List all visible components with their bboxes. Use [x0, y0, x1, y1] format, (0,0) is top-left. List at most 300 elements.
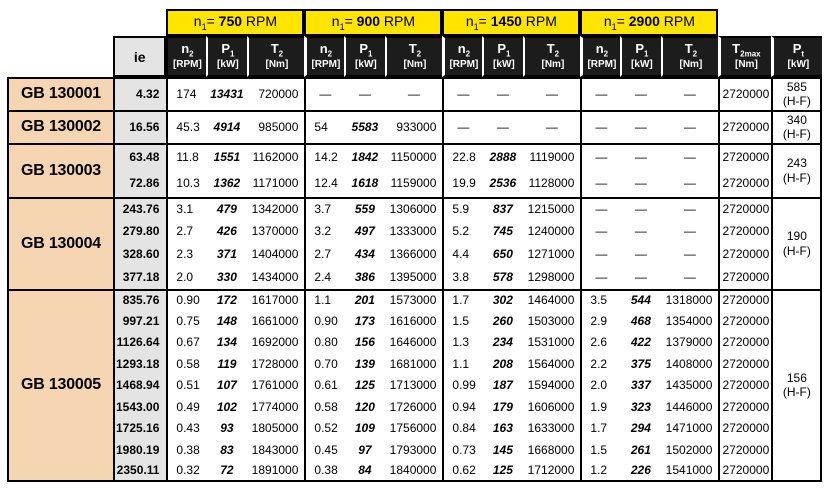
- p1-cell: 337: [630, 378, 651, 393]
- p1-cell: 650: [492, 247, 513, 262]
- t2max-cell: 2720000: [718, 353, 771, 375]
- t2-cell: 1354000: [665, 313, 713, 328]
- n2-cell: 0.45: [304, 439, 344, 461]
- t2-cell: 1531000: [527, 335, 575, 350]
- t2-cell: 1668000: [527, 442, 575, 457]
- t2max-cell: 2720000: [718, 143, 771, 170]
- t2-cell: 1408000: [665, 356, 713, 371]
- p1-cell: 1618: [351, 176, 379, 191]
- pt-cell: [771, 289, 822, 483]
- t2-cell: 1891000: [247, 461, 304, 483]
- p1-header-cell: $P_1$ [kW]: [482, 36, 523, 77]
- n2-cell: 1.5: [442, 310, 482, 332]
- pt-cell: [771, 143, 822, 197]
- p1-cell: —: [620, 143, 661, 170]
- t2-cell: 1713000: [389, 378, 437, 393]
- n2-cell: 0.62: [442, 461, 482, 483]
- model-cell: GB 130002: [7, 110, 113, 143]
- n2-cell: 0.73: [442, 439, 482, 461]
- p1-cell: 386: [354, 270, 375, 285]
- n2-cell: 2.0: [166, 266, 206, 289]
- p1-cell: 1842: [344, 143, 385, 170]
- t2-cell: 1726000: [389, 399, 437, 414]
- n2-cell: 2.3: [166, 243, 206, 266]
- t2-cell: 1306000: [385, 197, 442, 220]
- model-cell: GB 130004: [7, 197, 113, 289]
- t2-cell: —: [523, 110, 580, 143]
- gearbox-ratings-table: [7, 9, 822, 482]
- model-header-spacer: [7, 36, 113, 77]
- t2-cell: 1594000: [527, 378, 575, 393]
- p1-cell: —: [620, 77, 661, 110]
- t2-cell: 1541000: [661, 461, 718, 483]
- n2-cell: 0.90: [166, 289, 206, 311]
- t2-cell: 1298000: [527, 270, 575, 285]
- n2-cell: 14.2: [304, 143, 344, 170]
- p1-cell: 578: [492, 270, 513, 285]
- n2-header-cell: $n_2$ [RPM]: [442, 36, 482, 77]
- p1-cell: 83: [220, 442, 234, 457]
- n2-header-cell: $n_2$ [RPM]: [304, 36, 344, 77]
- rpm-header-900: [304, 9, 442, 36]
- t2-cell: 1774000: [251, 399, 299, 414]
- p1-cell: 234: [492, 335, 513, 350]
- n2-cell: 3.2: [304, 220, 344, 243]
- n2-cell: 5.2: [442, 220, 482, 243]
- t2-cell: —: [661, 77, 718, 110]
- n2-cell: 0.84: [442, 418, 482, 440]
- p1-cell: 179: [492, 399, 513, 414]
- n2-cell: —: [304, 77, 344, 110]
- table-row: [7, 396, 822, 418]
- t2-cell: 720000: [247, 77, 304, 110]
- p1-cell: 201: [344, 289, 385, 311]
- n2-cell: 0.58: [304, 396, 344, 418]
- p1-cell: —: [634, 176, 647, 191]
- table-body: [7, 77, 822, 482]
- t2max-cell: 2720000: [718, 243, 771, 266]
- model-cell: GB 130003: [7, 143, 113, 197]
- t2-cell: 1150000: [385, 143, 442, 170]
- t2-cell: —: [523, 77, 580, 110]
- t2-cell: 1318000: [661, 289, 718, 311]
- ie-header-cell: ie: [113, 36, 166, 77]
- t2-cell: 1379000: [665, 335, 713, 350]
- p1-cell: 109: [354, 421, 375, 436]
- n2-cell: 174: [166, 77, 206, 110]
- header-spacer-right: [718, 9, 822, 36]
- n2-cell: 3.8: [442, 266, 482, 289]
- n2-cell: 3.7: [304, 197, 344, 220]
- ie-cell: 1468.94: [113, 375, 166, 397]
- p1-cell: 323: [630, 399, 651, 414]
- t2-cell: 1434000: [251, 270, 299, 285]
- n2-cell: —: [442, 77, 482, 110]
- t2-cell: 1616000: [389, 313, 437, 328]
- pt-value: 156: [786, 370, 807, 385]
- t2-cell: —: [683, 224, 696, 239]
- n2-header-cell: $n_2$ [RPM]: [580, 36, 620, 77]
- t2-cell: 985000: [247, 110, 304, 143]
- rpm-label: $n_1= 750$ RPM: [193, 13, 278, 32]
- t2-cell: 1370000: [251, 224, 299, 239]
- p1-cell: 422: [630, 335, 651, 350]
- p1-cell: 375: [630, 356, 651, 371]
- rpm-header-750: [166, 9, 304, 36]
- p1-cell: 2536: [489, 176, 517, 191]
- t2-cell: 1271000: [527, 247, 575, 262]
- pt-value: 190: [786, 229, 807, 244]
- t2-cell: —: [385, 77, 442, 110]
- p1-cell: —: [620, 197, 661, 220]
- p1-cell: 434: [354, 247, 375, 262]
- t2-cell: 1503000: [527, 313, 575, 328]
- pt-value: 340: [786, 112, 807, 127]
- p1-cell: 13431: [206, 77, 247, 110]
- t2-cell: 1215000: [523, 197, 580, 220]
- p1-cell: 1551: [206, 143, 247, 170]
- t2max-cell: 2720000: [718, 461, 771, 483]
- table-row: [7, 439, 822, 461]
- n2-header-cell: $n_2$ [RPM]: [166, 36, 206, 77]
- t2-cell: 1793000: [389, 442, 437, 457]
- pt-note: (H-F): [782, 94, 811, 109]
- p1-cell: 145: [492, 442, 513, 457]
- n2-cell: 45.3: [166, 110, 206, 143]
- t2-cell: 1162000: [247, 143, 304, 170]
- p1-cell: —: [634, 270, 647, 285]
- p1-cell: 261: [630, 442, 651, 457]
- t2-cell: 1564000: [527, 356, 575, 371]
- table-row: [7, 353, 822, 375]
- t2-cell: 1159000: [390, 176, 437, 191]
- n2-cell: 2.6: [580, 332, 620, 354]
- p1-cell: 97: [358, 442, 372, 457]
- n2-cell: —: [580, 243, 620, 266]
- n2-cell: 1.1: [304, 289, 344, 311]
- t2-cell: 1646000: [389, 335, 437, 350]
- p1-cell: —: [482, 110, 523, 143]
- pt-header-cell: $P_t$ [kW]: [771, 36, 822, 77]
- n2-cell: 1.9: [580, 396, 620, 418]
- n2-cell: 1.3: [442, 332, 482, 354]
- p1-cell: 173: [354, 313, 375, 328]
- t2-cell: 1843000: [251, 442, 299, 457]
- p1-cell: 479: [206, 197, 247, 220]
- t2-cell: 1342000: [247, 197, 304, 220]
- n2-cell: —: [580, 197, 620, 220]
- t2-cell: —: [683, 270, 696, 285]
- table-row: [7, 266, 822, 289]
- t2-cell: —: [661, 110, 718, 143]
- p1-cell: 120: [354, 399, 375, 414]
- t2max-cell: 2720000: [718, 197, 771, 220]
- n2-cell: 11.8: [166, 143, 206, 170]
- n2-cell: 0.49: [166, 396, 206, 418]
- ie-cell: 243.76: [113, 197, 166, 220]
- n2-cell: 0.80: [304, 332, 344, 354]
- t2-cell: 1712000: [523, 461, 580, 483]
- t2-cell: 1840000: [385, 461, 442, 483]
- p1-cell: —: [344, 77, 385, 110]
- n2-cell: 0.75: [166, 310, 206, 332]
- p1-cell: 497: [354, 224, 375, 239]
- n2-cell: 2.7: [166, 220, 206, 243]
- n2-cell: 3.5: [580, 289, 620, 311]
- n2-cell: 0.94: [442, 396, 482, 418]
- n2-cell: —: [580, 77, 620, 110]
- column-header-row: [7, 36, 822, 77]
- n2-cell: 1.2: [580, 461, 620, 483]
- p1-cell: —: [634, 224, 647, 239]
- t2-cell: 1464000: [523, 289, 580, 311]
- t2max-header-cell: $T_{2max}$ [Nm]: [718, 36, 771, 77]
- t2-cell: 1573000: [385, 289, 442, 311]
- n2-cell: 0.58: [166, 353, 206, 375]
- t2max-cell: 2720000: [718, 418, 771, 440]
- n2-cell: —: [580, 143, 620, 170]
- ie-cell: 1980.19: [113, 439, 166, 461]
- table-row: [7, 418, 822, 440]
- t2-cell: 933000: [385, 110, 442, 143]
- gearbox-spec-sheet: [7, 9, 830, 482]
- ie-cell: 835.76: [113, 289, 166, 311]
- model-cell: GB 130005: [7, 289, 113, 483]
- ie-cell: 4.32: [113, 77, 166, 110]
- pt-header-label: $P_t$: [792, 41, 805, 59]
- t2-cell: 1366000: [389, 247, 437, 262]
- t2-cell: —: [661, 143, 718, 170]
- p1-cell: 2888: [482, 143, 523, 170]
- n2-cell: 0.38: [166, 439, 206, 461]
- n2-cell: 12.4: [304, 170, 344, 197]
- header-spacer-left: [7, 9, 166, 36]
- n2-cell: 22.8: [442, 143, 482, 170]
- pt-note: (H-F): [782, 170, 811, 185]
- t2max-cell: 2720000: [718, 396, 771, 418]
- t2-cell: —: [683, 247, 696, 262]
- p1-cell: 4914: [206, 110, 247, 143]
- ie-cell: 1725.16: [113, 418, 166, 440]
- ie-cell: 72.86: [113, 170, 166, 197]
- rpm-label: $n_1= 1450$ RPM: [465, 13, 557, 32]
- n2-cell: 19.9: [442, 170, 482, 197]
- p1-cell: 208: [492, 356, 513, 371]
- p1-cell: 559: [344, 197, 385, 220]
- p1-cell: 156: [354, 335, 375, 350]
- n2-cell: 1.1: [442, 353, 482, 375]
- table-row: [7, 310, 822, 332]
- rpm-header-2900: [580, 9, 718, 36]
- p1-header-cell: $P_1$ [kW]: [344, 36, 385, 77]
- t2max-cell: 2720000: [718, 77, 771, 110]
- table-row: [7, 197, 822, 220]
- ie-cell: 377.18: [113, 266, 166, 289]
- t2-header-cell: $T_2$ [Nm]: [385, 36, 442, 77]
- n2-cell: 2.7: [304, 243, 344, 266]
- pt-cell: [771, 197, 822, 289]
- t2-cell: 1471000: [665, 421, 713, 436]
- n2-cell: 0.38: [304, 461, 344, 483]
- t2-cell: 1502000: [665, 442, 713, 457]
- n2-cell: —: [580, 110, 620, 143]
- p1-cell: —: [634, 247, 647, 262]
- table-row: [7, 110, 822, 143]
- pt-cell: [771, 77, 822, 110]
- table-row: [7, 332, 822, 354]
- n2-cell: 5.9: [442, 197, 482, 220]
- t2-cell: —: [683, 176, 696, 191]
- p1-cell: 294: [630, 421, 651, 436]
- p1-cell: 260: [492, 313, 513, 328]
- n2-cell: 1.7: [580, 418, 620, 440]
- model-cell: GB 130001: [7, 77, 113, 110]
- t2-cell: 1435000: [665, 378, 713, 393]
- ie-cell: 16.56: [113, 110, 166, 143]
- ie-cell: 1126.64: [113, 332, 166, 354]
- n2-cell: 1.5: [580, 439, 620, 461]
- t2-cell: 1606000: [527, 399, 575, 414]
- table-row: [7, 220, 822, 243]
- p1-cell: 163: [492, 421, 513, 436]
- n2-cell: —: [580, 220, 620, 243]
- n2-cell: 0.32: [166, 461, 206, 483]
- p1-cell: 745: [492, 224, 513, 239]
- n2-cell: 2.0: [580, 375, 620, 397]
- t2-cell: 1128000: [528, 176, 575, 191]
- n2-cell: 0.43: [166, 418, 206, 440]
- table-row: [7, 243, 822, 266]
- t2-cell: 1240000: [527, 224, 575, 239]
- t2max-cell: 2720000: [718, 110, 771, 143]
- table-row: [7, 461, 822, 483]
- p1-cell: 125: [482, 461, 523, 483]
- t2-cell: 1119000: [523, 143, 580, 170]
- p1-cell: 84: [344, 461, 385, 483]
- n2-cell: 0.61: [304, 375, 344, 397]
- n2-cell: 2.4: [304, 266, 344, 289]
- pt-cell: [771, 110, 822, 143]
- t2-cell: 1761000: [251, 378, 299, 393]
- pt-value: 585: [786, 80, 807, 94]
- p1-header-cell: $P_1$ [kW]: [620, 36, 661, 77]
- n2-cell: 2.9: [580, 310, 620, 332]
- t2max-cell: 2720000: [718, 170, 771, 197]
- t2max-cell: 2720000: [718, 332, 771, 354]
- p1-cell: —: [620, 110, 661, 143]
- ie-cell: 997.21: [113, 310, 166, 332]
- t2-header-cell: $T_2$ [Nm]: [247, 36, 304, 77]
- t2-cell: 1404000: [251, 247, 299, 262]
- p1-cell: 119: [217, 356, 237, 371]
- t2max-cell: 2720000: [718, 439, 771, 461]
- n2-cell: 4.4: [442, 243, 482, 266]
- n2-cell: 0.99: [442, 375, 482, 397]
- t2-cell: 1617000: [247, 289, 304, 311]
- t2-cell: 1333000: [389, 224, 437, 239]
- p1-cell: 330: [216, 270, 237, 285]
- pt-note: (H-F): [782, 127, 811, 142]
- t2max-cell: 2720000: [718, 375, 771, 397]
- n2-cell: 3.1: [166, 197, 206, 220]
- t2max-cell: 2720000: [718, 310, 771, 332]
- t2-cell: 1633000: [527, 421, 575, 436]
- n2-cell: —: [442, 110, 482, 143]
- t2-cell: —: [661, 197, 718, 220]
- pt-note: (H-F): [782, 385, 811, 400]
- t2-cell: 1692000: [251, 335, 299, 350]
- n2-cell: 0.51: [166, 375, 206, 397]
- n2-cell: 2.2: [580, 353, 620, 375]
- table-row: [7, 170, 822, 197]
- t2-header-cell: $T_2$ [Nm]: [523, 36, 580, 77]
- n2-cell: —: [580, 266, 620, 289]
- n2-cell: —: [580, 170, 620, 197]
- t2-cell: 1446000: [665, 399, 713, 414]
- p1-cell: 468: [630, 313, 651, 328]
- p1-cell: 102: [216, 399, 237, 414]
- p1-cell: 1362: [213, 176, 241, 191]
- p1-cell: 544: [620, 289, 661, 311]
- p1-cell: 187: [492, 378, 513, 393]
- t2max-cell: 2720000: [718, 266, 771, 289]
- p1-cell: 72: [206, 461, 247, 483]
- n2-cell: 0.90: [304, 310, 344, 332]
- rpm-header-1450: [442, 9, 580, 36]
- p1-cell: 837: [482, 197, 523, 220]
- table-row: [7, 77, 822, 110]
- pt-note: (H-F): [782, 243, 811, 258]
- ie-cell: 2350.11: [113, 461, 166, 483]
- p1-cell: 172: [206, 289, 247, 311]
- ie-cell: 1293.18: [113, 353, 166, 375]
- t2-cell: 1805000: [251, 421, 299, 436]
- table-row: [7, 375, 822, 397]
- p1-cell: 148: [216, 313, 237, 328]
- table-row: [7, 289, 822, 311]
- t2-cell: 1756000: [389, 421, 437, 436]
- n2-cell: 0.52: [304, 418, 344, 440]
- t2-cell: 1171000: [252, 176, 299, 191]
- ie-cell: 279.80: [113, 220, 166, 243]
- t2-cell: 1681000: [389, 356, 437, 371]
- t2max-cell: 2720000: [718, 220, 771, 243]
- p1-cell: 371: [216, 247, 237, 262]
- p1-cell: 5583: [344, 110, 385, 143]
- table-row: [7, 143, 822, 170]
- n2-cell: 54: [304, 110, 344, 143]
- rpm-label: $n_1= 900$ RPM: [331, 13, 416, 32]
- p1-cell: 107: [216, 378, 237, 393]
- ie-cell: 63.48: [113, 143, 166, 170]
- p1-cell: 134: [216, 335, 237, 350]
- t2-header-cell: $T_2$ [Nm]: [661, 36, 718, 77]
- t2-cell: 1728000: [251, 356, 299, 371]
- p1-header-cell: $P_1$ [kW]: [206, 36, 247, 77]
- n2-cell: 1.7: [442, 289, 482, 311]
- p1-cell: 226: [620, 461, 661, 483]
- n2-cell: 0.70: [304, 353, 344, 375]
- rpm-header-row: [7, 9, 822, 36]
- t2-cell: 1661000: [251, 313, 299, 328]
- p1-cell: 426: [216, 224, 237, 239]
- t2-cell: 1395000: [389, 270, 437, 285]
- n2-cell: 0.67: [166, 332, 206, 354]
- t2max-cell: 2720000: [718, 289, 771, 311]
- ie-cell: 1543.00: [113, 396, 166, 418]
- p1-cell: 139: [354, 356, 375, 371]
- p1-cell: 125: [354, 378, 375, 393]
